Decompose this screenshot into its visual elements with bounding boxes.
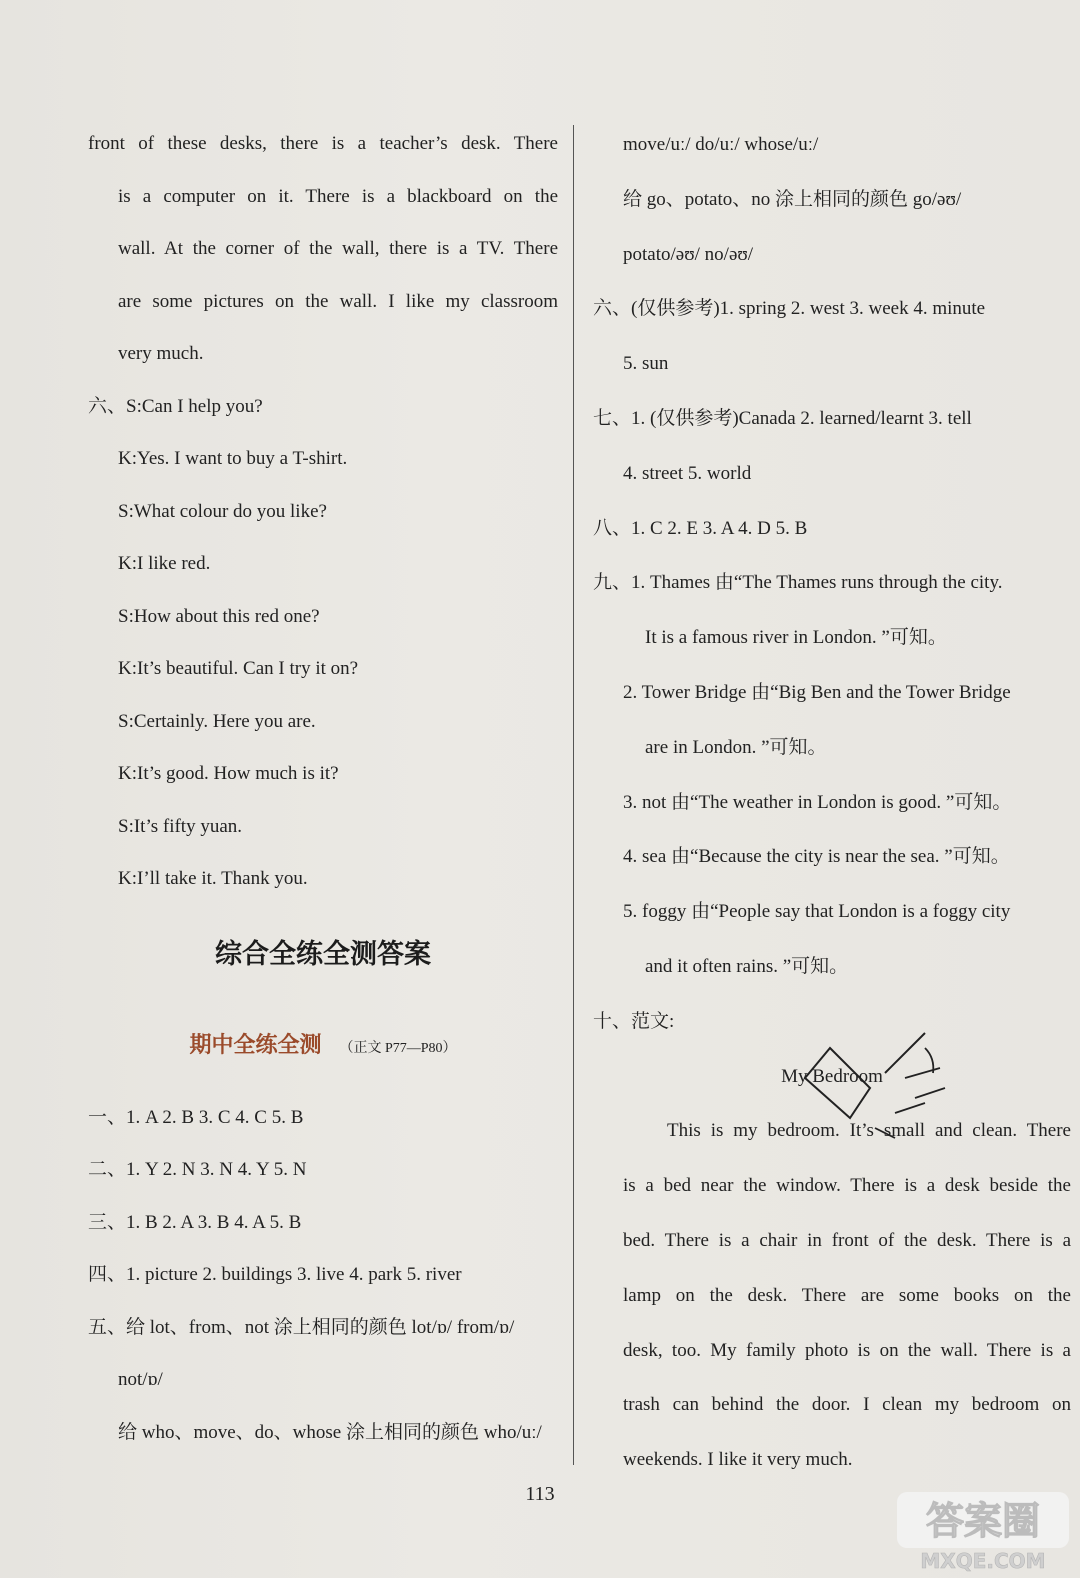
- answer-line: 一、1. A 2. B 3. C 4. C 5. B: [88, 1106, 304, 1128]
- dialogue-line: K:It’s beautiful. Can I try it on?: [118, 658, 359, 679]
- subsection-heading: [88, 1018, 558, 1074]
- column-divider: [573, 125, 574, 1465]
- essay-line: trash can behind the door. I clean my bedroom on: [623, 1394, 1071, 1416]
- watermark-logo: [893, 1488, 1073, 1574]
- essay-line: weekends. I like it very much.: [623, 1449, 853, 1471]
- dialogue-line: K:Yes. I want to buy a T-shirt.: [118, 448, 348, 469]
- svg-text:答案圈: 答案圈: [925, 1499, 1041, 1543]
- text-line: 给 go、potato、no 涂上相同的颜色 go/əʊ/: [623, 188, 962, 210]
- answer-line: not/ɒ/: [118, 1369, 163, 1390]
- text-line: 六、(仅供参考)1. spring 2. west 3. week 4. minute: [593, 298, 986, 320]
- text-line: 4. street 5. world: [623, 462, 752, 484]
- essay-line: lamp on the desk. There are some books on the: [623, 1284, 1071, 1306]
- text-line: 七、1. (仅供参考)Canada 2. learned/learnt 3. tell: [593, 407, 972, 429]
- dialogue-line: S:How about this red one?: [118, 605, 320, 627]
- text-line: potato/əʊ/ no/əʊ/: [623, 243, 754, 265]
- dialogue-line: K:I’ll take it. Thank you.: [118, 868, 308, 889]
- dialogue-line: S:What colour do you like?: [118, 500, 327, 522]
- text-line: 5. foggy 由“People say that London is a foggy city: [623, 901, 1011, 923]
- dialogue-line: S:Certainly. Here you are.: [118, 710, 316, 732]
- essay-line: is a bed near the window. There is a desk beside the: [623, 1175, 1071, 1197]
- text-line: wall. At the corner of the wall, there is a TV. There: [118, 238, 558, 259]
- text-line: very much.: [118, 343, 204, 364]
- text-line: 十、范文:: [593, 1010, 675, 1032]
- section-heading: 综合全练全测答案: [215, 938, 431, 970]
- svg-text:MXQE.COM: MXQE.COM: [920, 1549, 1046, 1573]
- text-line: are in London. ”可知。: [645, 736, 827, 758]
- text-line: 3. not 由“The weather in London is good. ”可知。: [623, 791, 1012, 813]
- text-line: and it often rains. ”可知。: [645, 955, 849, 977]
- dialogue-line: 六、S:Can I help you?: [88, 395, 263, 417]
- dialogue-line: S:It’s fifty yuan.: [118, 815, 243, 837]
- text-line: are some pictures on the wall. I like my classroom: [118, 290, 558, 312]
- essay-line: This is my bedroom. It’s small and clean. There: [667, 1120, 1071, 1142]
- essay-title: My Bedroom: [781, 1065, 883, 1087]
- text-line: 九、1. Thames 由“The Thames runs through the city.: [593, 572, 1003, 594]
- text-line: It is a famous river in London. ”可知。: [645, 627, 947, 649]
- answer-line: 五、给 lot、from、not 涂上相同的颜色 lot/ɒ/ from/ɒ/: [88, 1316, 515, 1338]
- answer-line: 给 who、move、do、whose 涂上相同的颜色 who/uː/: [118, 1421, 542, 1443]
- page-reference: （正文 P77—P80）: [339, 1040, 457, 1056]
- answer-line: 二、1. Y 2. N 3. N 4. Y 5. N: [88, 1159, 307, 1180]
- text-line: 2. Tower Bridge 由“Big Ben and the Tower Bridge: [623, 681, 1011, 703]
- dialogue-line: K:It’s good. How much is it?: [118, 763, 339, 784]
- essay-line: desk, too. My family photo is on the wall. There is a: [623, 1339, 1071, 1361]
- essay-line: bed. There is a chair in front of the desk. There is a: [623, 1229, 1071, 1251]
- answer-line: 四、1. picture 2. buildings 3. live 4. park 5. river: [88, 1264, 462, 1285]
- left-column: [88, 118, 558, 1459]
- dialogue-line: K:I like red.: [118, 553, 211, 574]
- handwritten-mark: [775, 1018, 965, 1148]
- text-line: front of these desks, there is a teacher’s desk. There: [88, 133, 558, 154]
- right-column: [593, 118, 1071, 1488]
- text-line: 4. sea 由“Because the city is near the sea. ”可知。: [623, 846, 1010, 868]
- subsection-title: 期中全练全测: [189, 1032, 322, 1058]
- text-line: is a computer on it. There is a blackboard on the: [118, 185, 558, 207]
- page-number: 113: [525, 1483, 555, 1505]
- text-line: 八、1. C 2. E 3. A 4. D 5. B: [593, 517, 808, 539]
- text-line: move/uː/ do/uː/ whose/uː/: [623, 134, 819, 155]
- answer-line: 三、1. B 2. A 3. B 4. A 5. B: [88, 1211, 302, 1233]
- text-line: 5. sun: [623, 353, 669, 375]
